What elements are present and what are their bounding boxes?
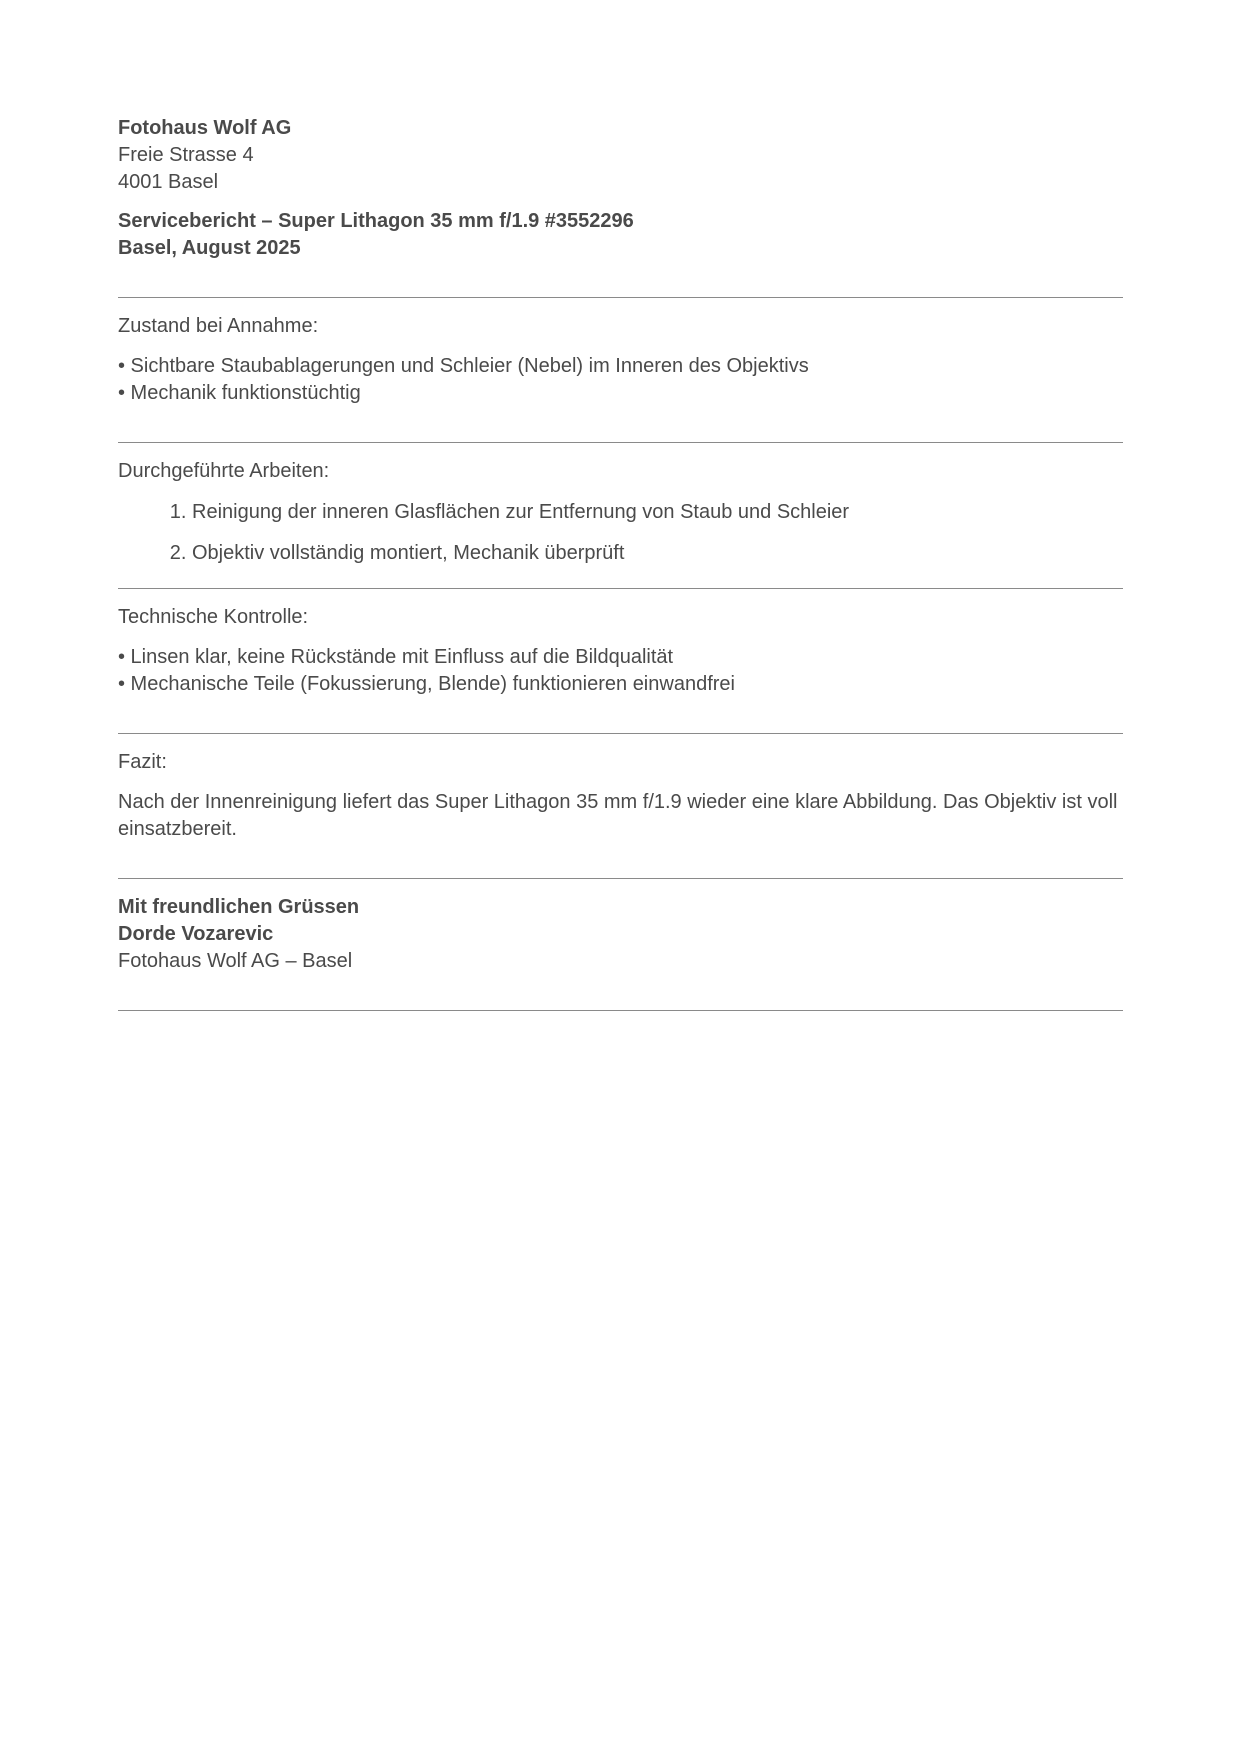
closing-section bbox=[118, 894, 1123, 975]
control-item: • Mechanische Teile (Fokussierung, Blende) funktionieren einwandfrei bbox=[118, 673, 735, 695]
work-list bbox=[118, 499, 1123, 567]
conclusion-text: Nach der Innenreinigung liefert das Super Lithagon 35 mm f/1.9 wieder eine klare Abbildung. Das Objektiv ist voll einsatzbereit. bbox=[118, 791, 1118, 840]
divider bbox=[118, 733, 1123, 734]
divider bbox=[118, 1010, 1123, 1011]
condition-item: • Mechanik funktionstüchtig bbox=[118, 382, 361, 404]
report-title: Servicebericht – Super Lithagon 35 mm f/1.9 #3552296 bbox=[118, 210, 634, 232]
control-section bbox=[118, 604, 1123, 698]
divider bbox=[118, 878, 1123, 879]
control-item: • Linsen klar, keine Rückstände mit Einfluss auf die Bildqualität bbox=[118, 646, 674, 668]
condition-list bbox=[118, 353, 1123, 407]
signatory-company: Fotohaus Wolf AG – Basel bbox=[118, 950, 353, 972]
work-item: 1. Reinigung der inneren Glasflächen zur Entfernung von Staub und Schleier bbox=[192, 499, 1123, 526]
work-item: 2. Objektiv vollständig montiert, Mechanik überprüft bbox=[192, 540, 1123, 567]
conclusion-section bbox=[118, 749, 1123, 843]
work-section bbox=[118, 458, 1123, 567]
divider bbox=[118, 297, 1123, 298]
divider bbox=[118, 588, 1123, 589]
condition-heading: Zustand bei Annahme: bbox=[118, 315, 319, 337]
report-subject bbox=[118, 208, 1123, 262]
control-heading: Technische Kontrolle: bbox=[118, 606, 309, 628]
divider bbox=[118, 442, 1123, 443]
report-place-date: Basel, August 2025 bbox=[118, 237, 301, 259]
signatory-name: Dorde Vozarevic bbox=[118, 923, 274, 945]
condition-item: • Sichtbare Staubablagerungen und Schleier (Nebel) im Inneren des Objektivs bbox=[118, 355, 809, 377]
sender-street: Freie Strasse 4 bbox=[118, 144, 254, 166]
sender-address bbox=[118, 115, 1123, 196]
service-report-page bbox=[118, 115, 1123, 1011]
control-list bbox=[118, 644, 1123, 698]
condition-section bbox=[118, 313, 1123, 407]
sender-company: Fotohaus Wolf AG bbox=[118, 117, 292, 139]
closing-greeting: Mit freundlichen Grüssen bbox=[118, 896, 360, 918]
sender-city: 4001 Basel bbox=[118, 171, 219, 193]
conclusion-heading: Fazit: bbox=[118, 751, 167, 773]
work-heading: Durchgeführte Arbeiten: bbox=[118, 460, 330, 482]
